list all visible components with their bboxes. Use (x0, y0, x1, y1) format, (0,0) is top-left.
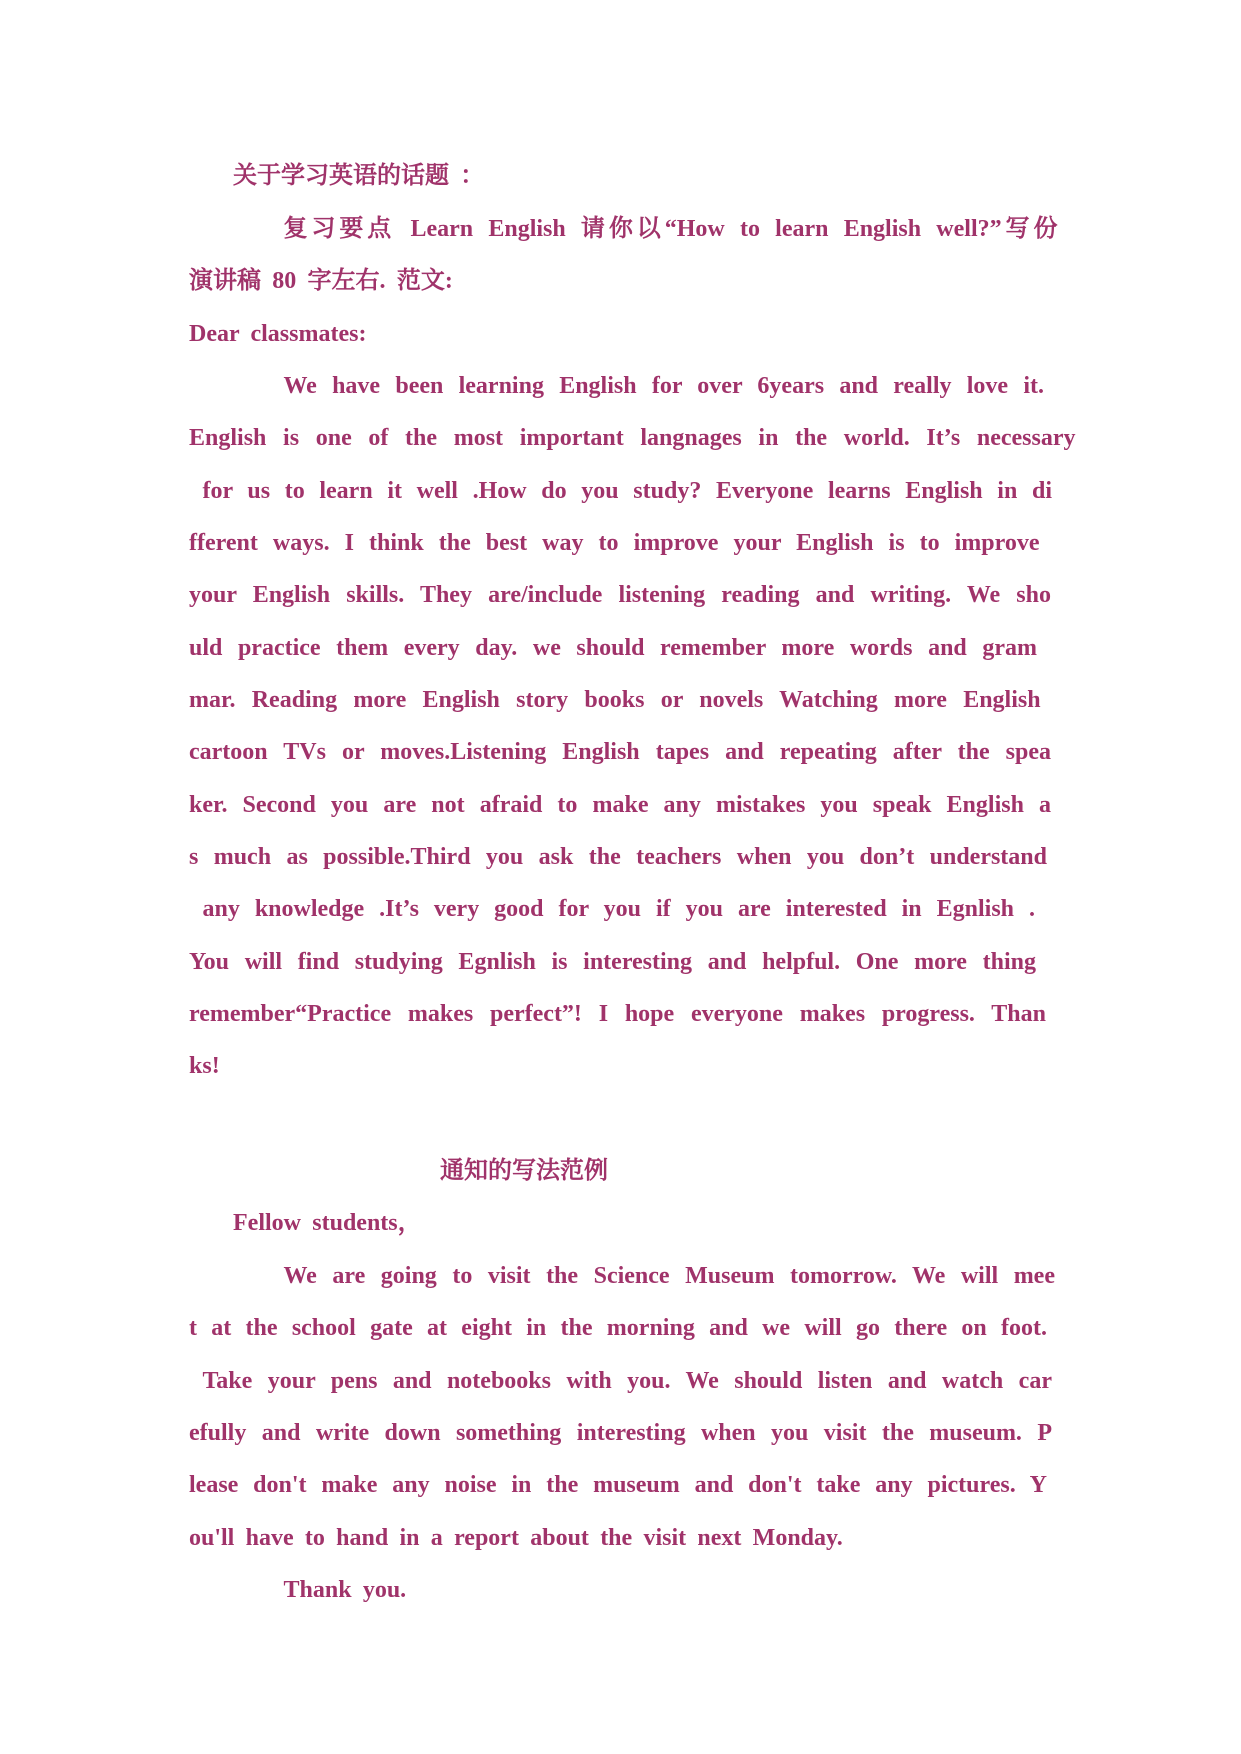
body-line: your English skills. They are/include listening reading and writing. We sho (189, 582, 1051, 609)
body-line: any knowledge .It’s very good for you if you are interested in Egnlish . (202, 896, 1035, 923)
salutation: Fellow students， (233, 1210, 422, 1237)
body-line: efully and write down something interesting when you visit the museum. P (189, 1419, 1052, 1446)
body-line: lease don't make any noise in the museum and don't take any pictures. Y (189, 1472, 1047, 1499)
body-line: Take your pens and notebooks with you. We should listen and watch car (202, 1367, 1052, 1394)
body-line: We have been learning English for over 6years and really love it. (283, 372, 1044, 399)
closing: Thank you. (283, 1576, 407, 1603)
task-line: 复习要点 Learn English 请你以“How to learn English well?”写份 (283, 215, 1058, 242)
body-line: for us to learn it well .How do you study? Everyone learns English in di (202, 477, 1052, 504)
body-line: s much as possible.Third you ask the teachers when you don’t understand (189, 844, 1047, 870)
body-line: We are going to visit the Science Museum tomorrow. We will mee (283, 1262, 1055, 1289)
salutation: Dear classmates: (189, 320, 367, 347)
body-line: t at the school gate at eight in the morning and we will go there on foot. (189, 1315, 1047, 1342)
body-line: ker. Second you are not afraid to make any mistakes you speak English a (189, 791, 1051, 818)
section-heading: 关于学习英语的话题 ： (233, 163, 485, 190)
body-line: ou'll have to hand in a report about the visit next Monday. (189, 1524, 843, 1551)
body-line: You will find studying Egnlish is interesting and helpful. One more thing (189, 948, 1036, 975)
body-line: mar. Reading more English story books or novels Watching more English (189, 686, 1041, 713)
body-line: cartoon TVs or moves.Listening English tapes and repeating after the spea (189, 739, 1051, 766)
notice-title: 通知的写法范例 (440, 1158, 608, 1185)
body-line: uld practice them every day. we should remember more words and gram (189, 634, 1037, 661)
body-line: remember“Practice makes perfect”! I hope everyone makes progress. Than (189, 1001, 1046, 1027)
body-line: ks! (189, 1053, 220, 1080)
body-line: fferent ways. I think the best way to improve your English is to improve (189, 529, 1040, 556)
task-line: 演讲稿 80 字左右. 范文: (189, 268, 453, 295)
body-line: English is one of the most important langnages in the world. It’s necessary (189, 425, 1076, 452)
